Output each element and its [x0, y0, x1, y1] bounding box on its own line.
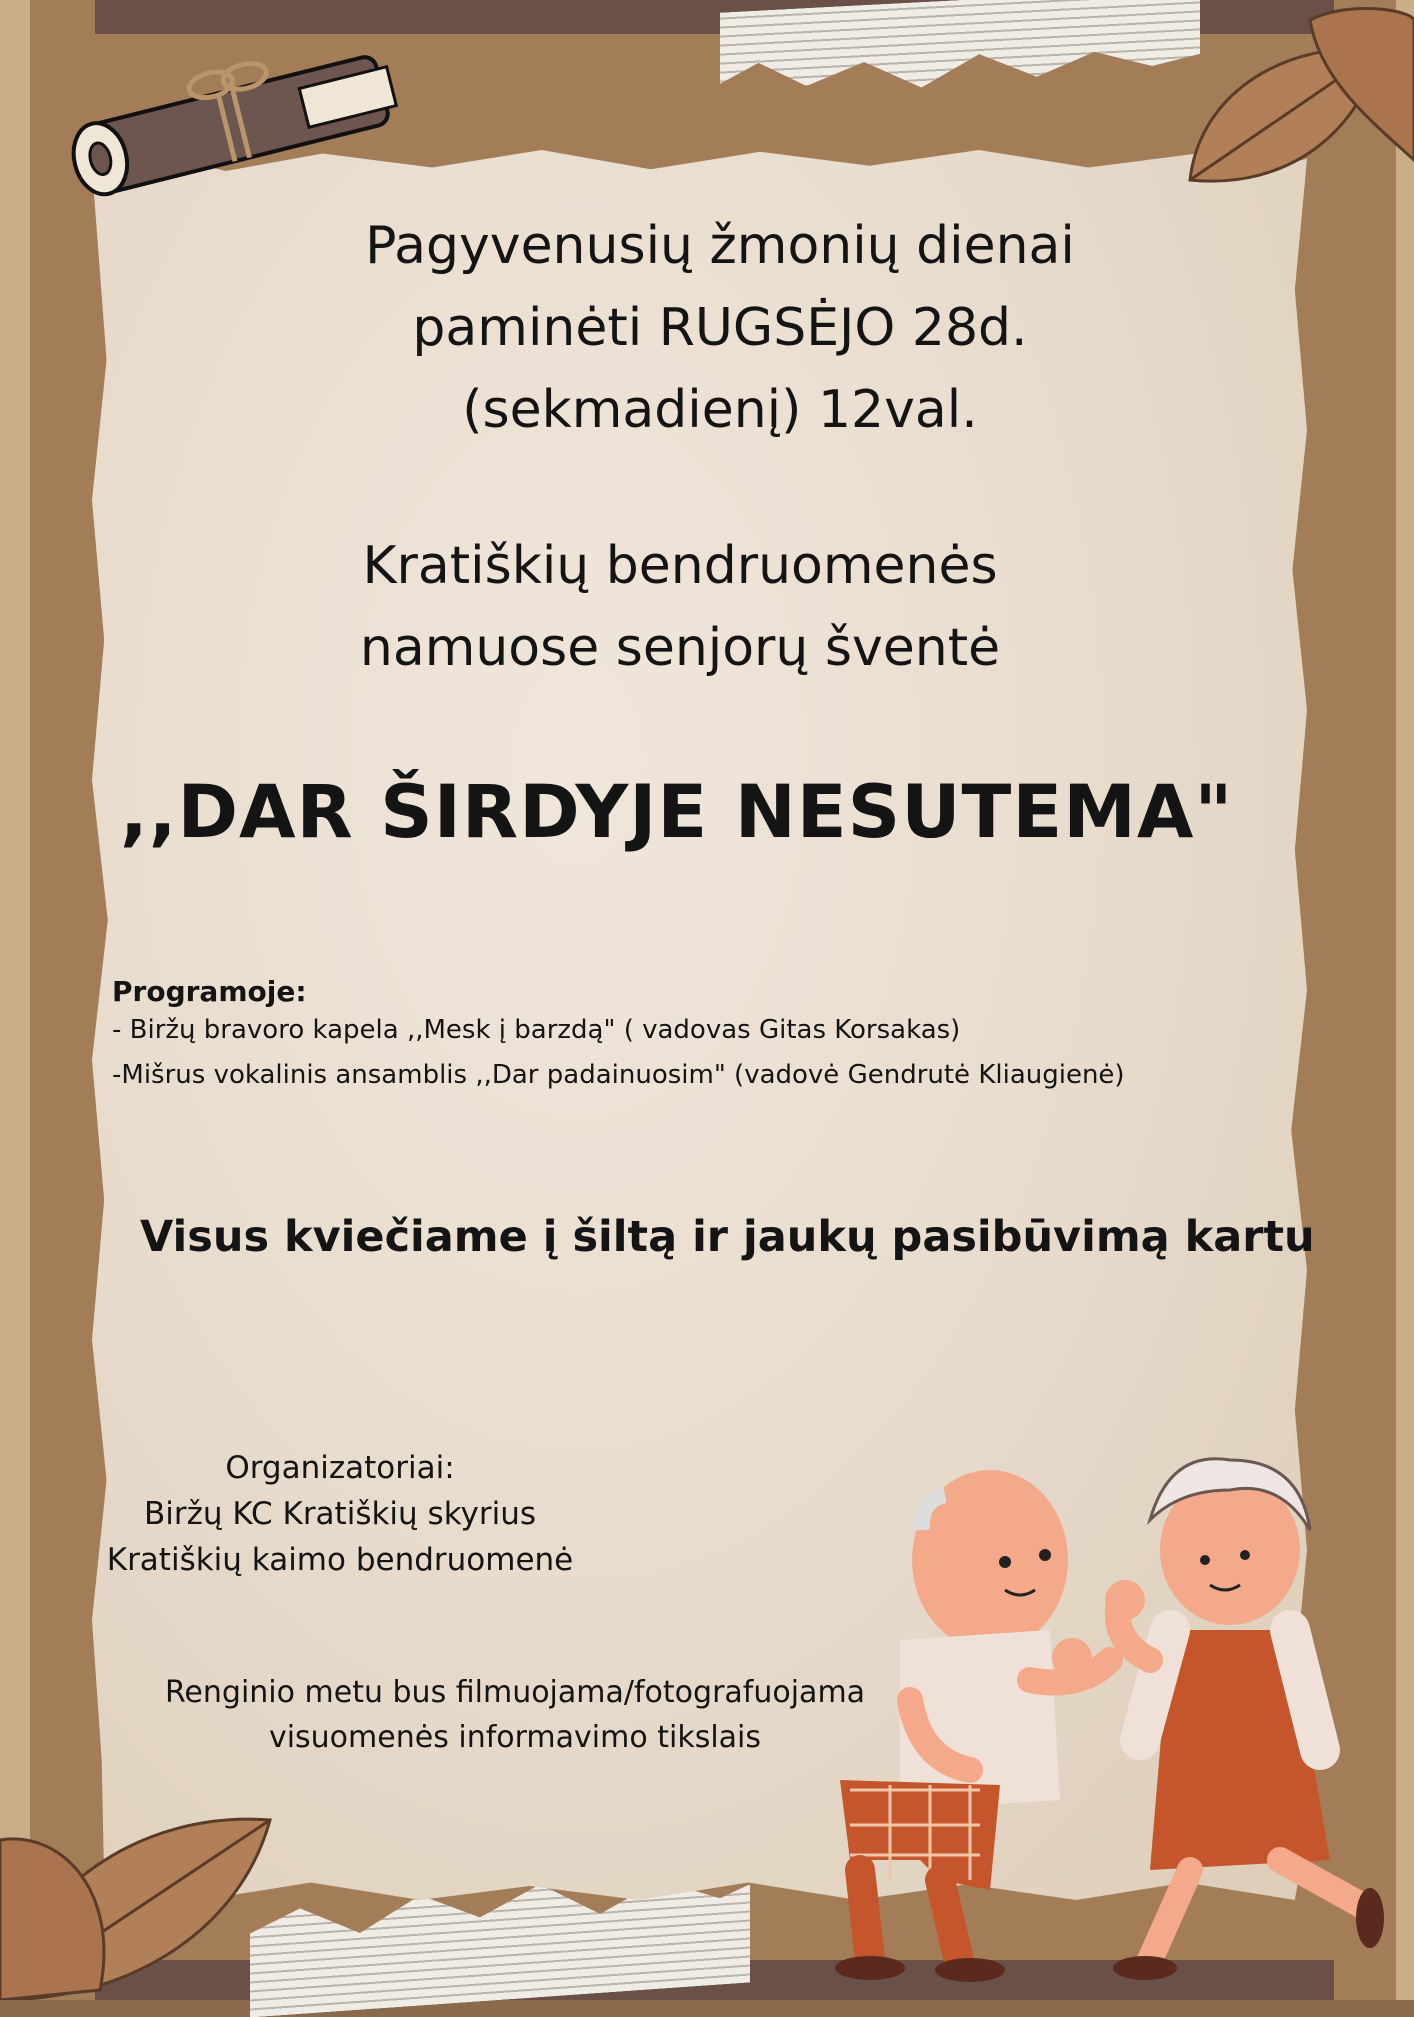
subheading-line: namuose senjorų šventė	[359, 618, 1001, 678]
organizer-item: Kratiškių kaimo bendruomenė	[106, 1542, 574, 1578]
program-item: - Biržų bravoro kapela ,,Mesk į barzdą" ( vadovas Gitas Korsakas)	[112, 1015, 961, 1045]
leaf-icon	[1180, 0, 1414, 200]
leaf-icon	[0, 1750, 300, 2000]
program-heading: Programoje:	[112, 975, 307, 1008]
filming-notice-line: visuomenės informavimo tikslais	[268, 1720, 762, 1755]
dancing-seniors-illustration	[810, 1440, 1390, 1990]
heading-line: paminėti RUGSĖJO 28d.	[412, 298, 1028, 358]
heading-line: Pagyvenusių žmonių dienai	[365, 216, 1075, 276]
program-item: -Mišrus vokalinis ansamblis ,,Dar padainuosim" (vadovė Gendrutė Kliaugienė)	[112, 1060, 1125, 1090]
organizers-heading: Organizatoriai:	[225, 1450, 455, 1486]
subheading-line: Kratiškių bendruomenės	[362, 536, 998, 596]
invitation-text: Visus kviečiame į šiltą ir jaukų pasibūvimą kartu	[140, 1212, 1315, 1262]
event-heading	[310, 205, 1130, 451]
organizer-item: Biržų KC Kratiškių skyrius	[143, 1496, 537, 1532]
filming-notice-line: Renginio metu bus filmuojama/fotografuojama	[164, 1675, 866, 1710]
event-title: ,,DAR ŠIRDYJE NESUTEMA"	[120, 770, 1234, 855]
heading-line: (sekmadienį) 12val.	[462, 380, 978, 440]
event-subheading	[300, 525, 1060, 689]
scroll-icon	[55, 35, 415, 205]
